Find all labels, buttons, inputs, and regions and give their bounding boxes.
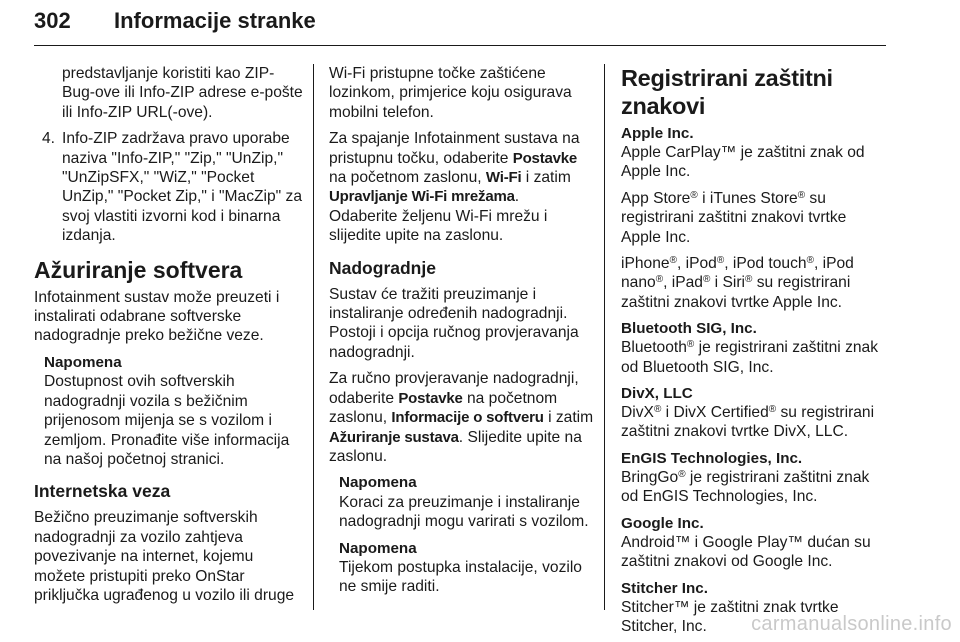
note-box: [329, 539, 597, 597]
trademark-engis: [621, 449, 889, 507]
trademark-text: Stitcher™ je zaštitni znak tvrtke Stitcher, Inc.: [621, 598, 839, 635]
column-divider: [604, 64, 605, 610]
section-heading-trademarks: Registrirani zaštitni znakovi: [621, 65, 833, 119]
company-name: EnGIS Technologies, Inc.: [621, 449, 803, 467]
menu-label-manage-wifi: Upravljanje Wi-Fi mrežama: [329, 188, 515, 206]
list-item-text: Info-ZIP zadržava pravo uporabe naziva "Info-ZIP," "Zip," "UnZip," "UnZipSFX," "WiZ," "Pocket UnZip," "Pocket Zip," i "MacZip" za svoj vlastiti izvorni kod i binarna izdanja.: [62, 130, 302, 245]
menu-label-system-update: Ažuriranje sustava: [329, 428, 459, 446]
menu-label-postavke: Postavke: [512, 149, 578, 167]
page-number: 302: [34, 8, 71, 33]
column-divider: [313, 64, 314, 610]
page-header: [34, 6, 886, 46]
company-name: Bluetooth SIG, Inc.: [621, 320, 757, 338]
note-title: Napomena: [339, 474, 417, 492]
trademark-text: Android™ i Google Play™ dućan su zaštitni znakovi od Google Inc.: [621, 533, 871, 571]
note-text: Dostupnost ovih softverskih nadogradnji vozila s bežičnim prijenosom mijenja se s vozilom i zemljom. Pronađite više informacija na našoj početnoj stranici.: [44, 373, 290, 468]
wifi-continuation: Wi-Fi pristupne točke zaštićene lozinkom, primjerice koju osigurava mobilni telefon.: [329, 65, 572, 121]
trademark-divx: [621, 384, 889, 442]
updates-body: Sustav će tražiti preuzimanje i instaliranje određenih nadogradnji. Postoji i opcija ručnog provjeravanja nadogradnji.: [329, 285, 579, 361]
column-1: [34, 64, 306, 612]
page-title: Informacije stranke: [114, 8, 316, 33]
manual-check-instructions: Za ručno provjeravanje nadogradnji, odaberite Postavke na početnom zaslonu, Informacije o softveru i zatim Ažuriranje sustava. Slijedite upite na zaslonu.: [329, 370, 594, 465]
trademark-text: BringGo® je registrirani zaštitni znak od EnGIS Technologies, Inc.: [621, 468, 870, 506]
note-text: Tijekom postupka instalacije, vozilo ne smije raditi.: [339, 558, 582, 596]
section-heading-internet: Internetska veza: [34, 481, 171, 502]
note-title: Napomena: [44, 353, 122, 371]
section-heading-software-update: Ažuriranje softvera: [34, 256, 243, 283]
company-name: Google Inc.: [621, 514, 704, 532]
trademark-google: [621, 514, 889, 572]
trademark-text: Apple CarPlay™ je zaštitni znak od Apple Inc.: [621, 144, 865, 181]
trademark-text: iPhone®, iPod®, iPod touch®, iPod nano®, iPad® i Siri® su registrirani zaštitni znakovi tvrtke Apple Inc.: [621, 255, 854, 311]
trademark-apple: [621, 124, 889, 312]
list-item-4: [34, 129, 306, 245]
note-box: [329, 473, 597, 531]
list-item-continuation: predstavljanje koristiti kao ZIP-Bug-ove ili Info-ZIP adrese e-pošte ili Info-ZIP URL(-ove).: [62, 65, 303, 121]
note-box: [34, 353, 306, 469]
company-name: Stitcher Inc.: [621, 579, 708, 597]
trademark-text: App Store® i iTunes Store® su registrirani zaštitni znakovi tvrtke Apple Inc.: [621, 189, 847, 246]
menu-label-postavke: Postavke: [398, 389, 463, 407]
menu-label-software-info: Informacije o softveru: [391, 409, 544, 427]
note-title: Napomena: [339, 539, 417, 557]
note-text: Koraci za preuzimanje i instaliranje nadogradnji mogu varirati s vozilom.: [339, 493, 589, 531]
software-update-body: Infotainment sustav može preuzeti i instalirati odabrane softverske nadogradnje preko bežične veze.: [34, 288, 280, 345]
list-number: 4.: [42, 130, 56, 148]
company-name: DivX, LLC: [621, 385, 693, 403]
connect-instructions: Za spajanje Infotainment sustava na pristupnu točku, odaberite Postavke na početnom zaslonu, Wi-Fi i zatim Upravljanje Wi-Fi mrežama. Odaberite željenu Wi-Fi mrežu i slijedite upite na zaslonu.: [329, 130, 580, 245]
column-2: [329, 64, 597, 604]
connect-line-2: Odaberite željenu Wi-Fi mrežu i slijedite upite na zaslonu.: [329, 207, 548, 245]
trademark-text: Bluetooth® je registrirani zaštitni znak od Bluetooth SIG, Inc.: [621, 339, 879, 376]
company-name: Apple Inc.: [621, 125, 694, 142]
watermark: carmanualsonline.info: [751, 613, 952, 635]
internet-body: Bežično preuzimanje softverskih nadogradnji za vozilo zahtjeva povezivanje na internet, kojemu možete pristupiti preko OnStar priključka ugrađenog u vozilo ili druge: [34, 509, 295, 604]
trademark-text: DivX® i DivX Certified® su registrirani zaštitni znakovi tvrtke DivX, LLC.: [621, 404, 875, 441]
column-3: [621, 64, 889, 642]
menu-label-wifi: Wi-Fi: [485, 169, 522, 187]
section-heading-updates: Nadogradnje: [329, 257, 436, 278]
trademark-bluetooth: [621, 319, 889, 377]
